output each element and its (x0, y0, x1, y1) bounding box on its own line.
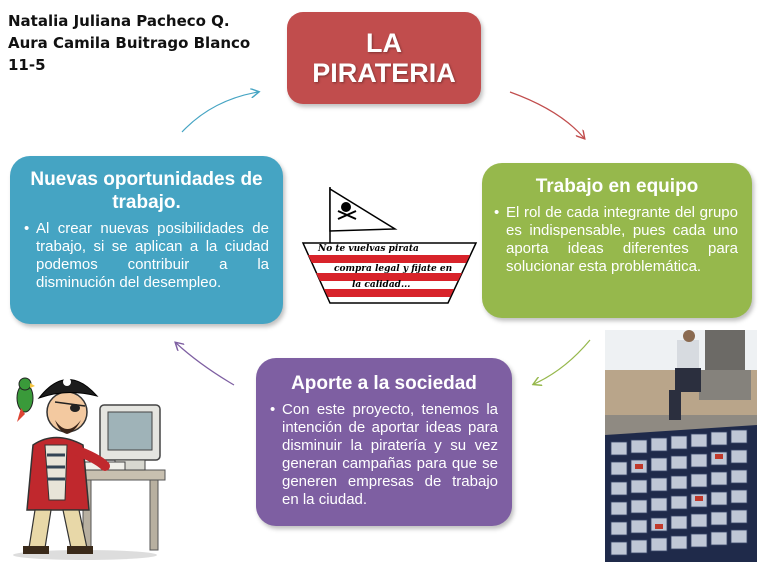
author-2: Aura Camila Buitrago Blanco (8, 34, 251, 52)
boat-text-2: compra legal y fijate en (334, 264, 453, 274)
box-left-text: • Al crear nuevas posibilidades de trabajo, si se aplican a la ciudad podemos contribuir a la disminución del desempleo. (24, 220, 269, 292)
title-line-1: LA (366, 28, 402, 58)
group-code: 11-5 (8, 56, 46, 74)
box-trabajo-en-equipo (482, 163, 752, 318)
title-box (287, 12, 481, 104)
authors-block (8, 10, 250, 76)
arrow-bottom-to-left (176, 343, 234, 385)
box-left-heading: Nuevas oportunidades de trabajo. (30, 169, 263, 213)
box-bottom-text: • Con este proyecto, tenemos la intención de aportar ideas para disminuir la piratería y su vez generan campañas para que se generen empresas de trabajo en la ciudad. (270, 401, 498, 509)
arrow-right-to-bottom (534, 340, 590, 384)
box-nuevas-oportunidades (10, 156, 283, 324)
arrow-left-to-title (182, 92, 258, 132)
box-right-text: • El rol de cada integrante del grupo es indispensable, pues cada uno aporta ideas diferentes para solucionar esta problemática. (494, 204, 738, 276)
title-line-2: PIRATERIA (312, 58, 456, 88)
pirate-computer-illustration (5, 350, 175, 560)
box-aporte-sociedad (256, 358, 512, 526)
boat-text-3: la calidad... (352, 280, 411, 290)
arrow-title-to-right (510, 92, 584, 138)
box-bottom-heading: Aporte a la sociedad (291, 373, 477, 394)
author-1: Natalia Juliana Pacheco Q. (8, 12, 230, 30)
street-vendor-photo (605, 330, 757, 562)
boat-text-1: No te vuelvas pirata (318, 244, 419, 254)
box-right-heading: Trabajo en equipo (535, 176, 699, 197)
pirate-boat-logo (300, 185, 480, 310)
